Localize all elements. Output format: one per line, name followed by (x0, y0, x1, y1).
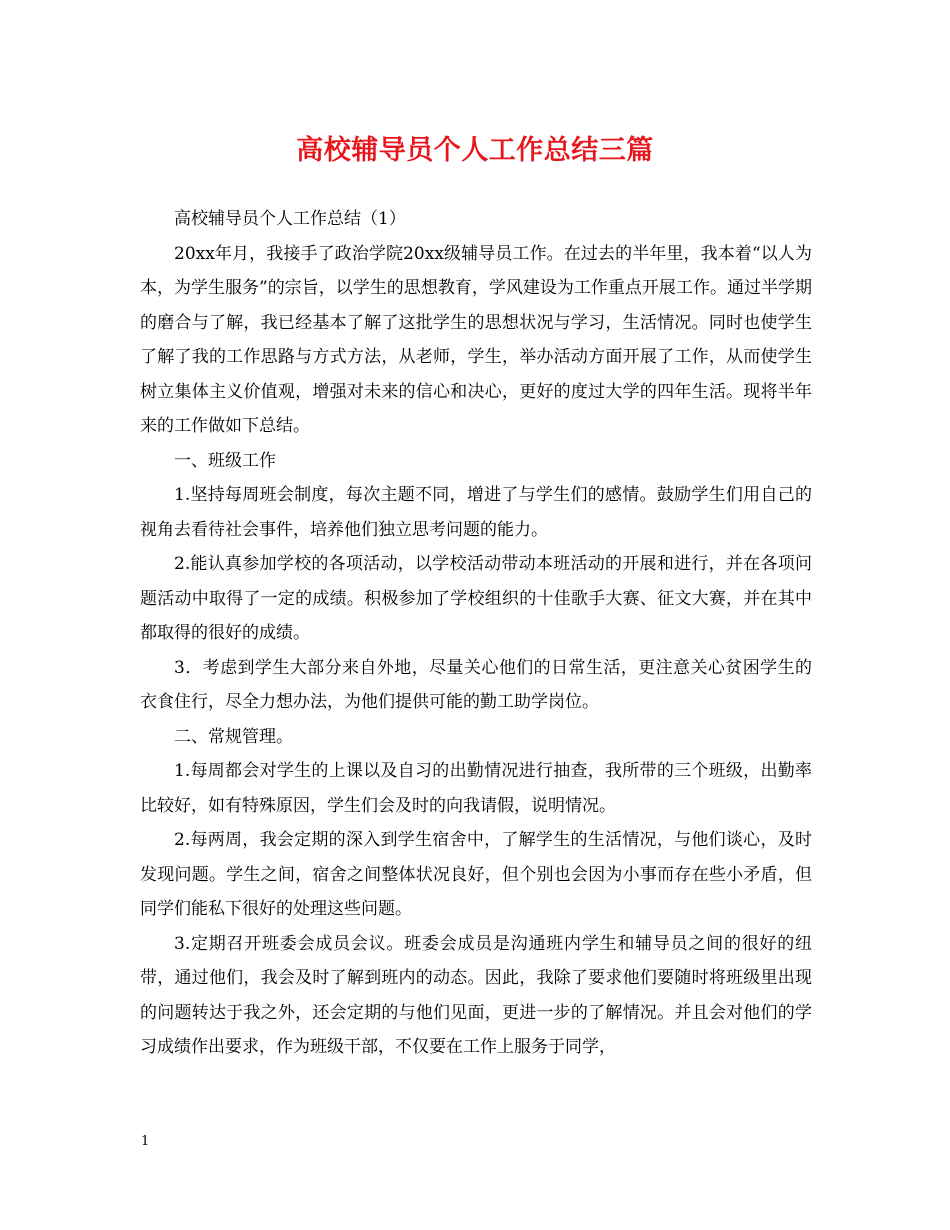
paragraph: 3．考虑到学生大部分来自外地，尽量关心他们的日常生活，更注意关心贫困学生的衣食住行，尽全力想办法，为他们提供可能的勤工助学岗位。 (140, 657, 812, 712)
document-title: 高校辅导员个人工作总结三篇 (296, 135, 654, 166)
section-heading: 二、常规管理。 (174, 726, 293, 747)
section-heading: 一、班级工作 (174, 450, 276, 471)
paragraph: 2.每两周，我会定期的深入到学生宿舍中，了解学生的生活情况，与他们谈心，及时发现问题。学生之间，宿舍之间整体状况良好，但个别也会因为小事而存在些小矛盾，但同学们能私下很好的处理这些问题。 (140, 830, 812, 919)
paragraph: 3.定期召开班委会成员会议。班委会成员是沟通班内学生和辅导员之间的很好的纽带，通过他们，我会及时了解到班内的动态。因此，我除了要求他们要随时将班级里出现的问题转达于我之外，还会定期的与他们见面，更进一步的了解情况。并且会对他们的学习成绩作出要求，作为班级干部，不仅要在工作上服务于同学， (140, 933, 812, 1057)
page-number: 1 (141, 1134, 150, 1149)
paragraph: 2.能认真参加学校的各项活动，以学校活动带动本班活动的开展和进行，并在各项问题活动中取得了一定的成绩。积极参加了学校组织的十佳歌手大赛、征文大赛，并在其中都取得的很好的成绩。 (140, 554, 812, 643)
paragraph: 20xx年月，我接手了政治学院20xx级辅导员工作。在过去的半年里，我本着“以人为本，为学生服务”的宗旨，以学生的思想教育，学风建设为工作重点开展工作。通过半学期的磨合与了解，我已经基本了解了这批学生的思想状况与学习，生活情况。同时也使学生了解了我的工作思路与方式方法，从老师，学生，举办活动方面开展了工作，从而使学生树立集体主义价值观，增强对未来的信心和决心，更好的度过大学的四年生活。现将半年来的工作做如下总结。 (140, 243, 812, 436)
section-heading: 高校辅导员个人工作总结（1） (174, 209, 406, 229)
document-body (140, 202, 812, 1065)
paragraph: 1.坚持每周班会制度，每次主题不同，增进了与学生们的感情。鼓励学生们用自己的视角去看待社会事件，培养他们独立思考问题的能力。 (140, 485, 812, 540)
paragraph: 1.每周都会对学生的上课以及自习的出勤情况进行抽查，我所带的三个班级，出勤率比较好，如有特殊原因，学生们会及时的向我请假，说明情况。 (140, 761, 812, 816)
